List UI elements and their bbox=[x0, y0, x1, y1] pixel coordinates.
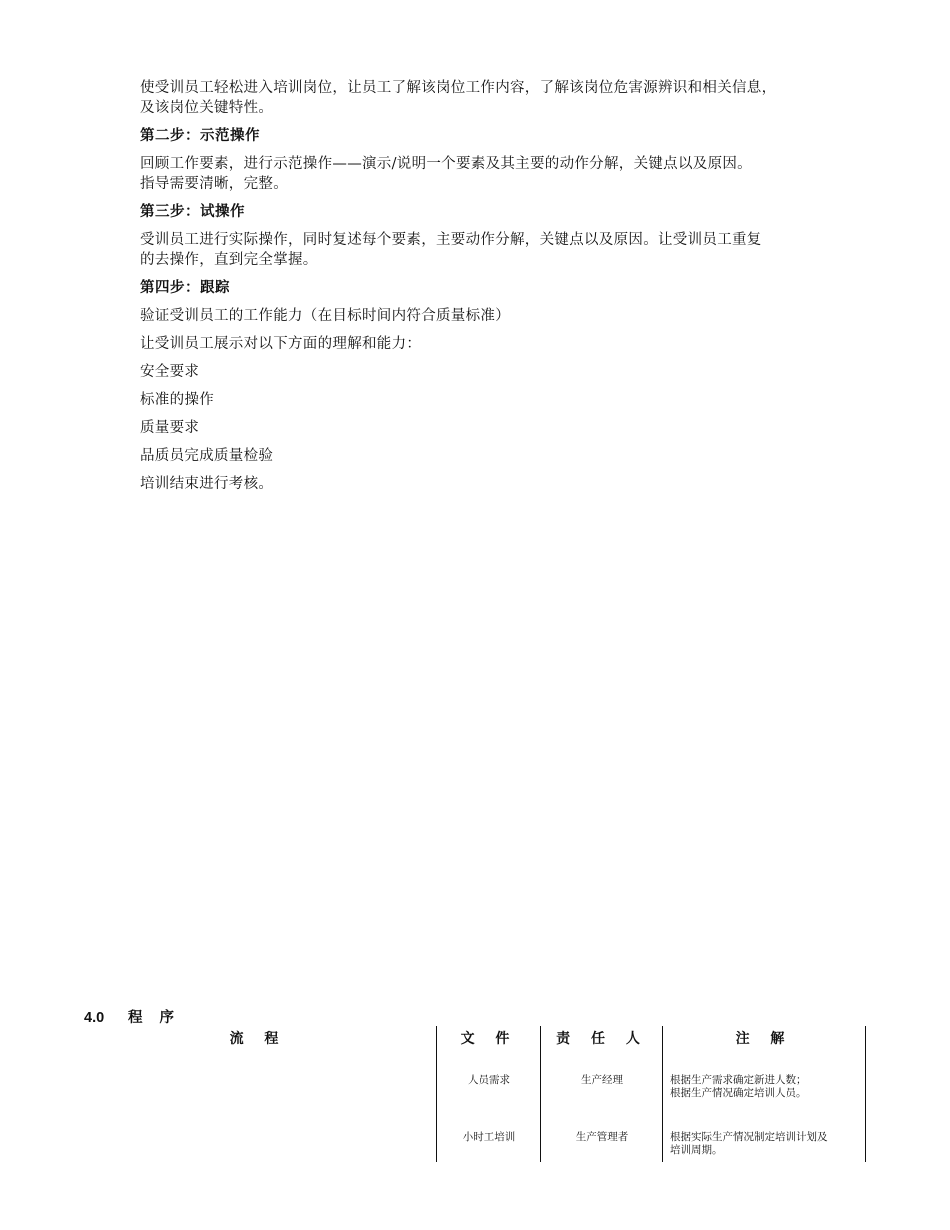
document-header: 文 件 bbox=[460, 1031, 518, 1047]
step-4-item: 安全要求 bbox=[140, 364, 200, 380]
step-4-item: 让受训员工展示对以下方面的理解和能力： bbox=[140, 336, 422, 352]
step-2-paragraph bbox=[140, 154, 870, 194]
note-cell bbox=[670, 1131, 863, 1157]
note-column bbox=[662, 1026, 866, 1162]
intro-line-1: 使受训员工轻松进入培训岗位，让员工了解该岗位工作内容，了解该岗位危害源辨识和相关信息， bbox=[140, 80, 777, 96]
note-line: 根据实际生产情况制定培训计划及 bbox=[670, 1131, 828, 1143]
document-cell: 小时工培训 bbox=[462, 1131, 516, 1143]
note-line: 根据生产需求确定新进人数； bbox=[670, 1074, 807, 1086]
section-number: 4.0 bbox=[84, 1010, 105, 1026]
note-cell bbox=[670, 1074, 863, 1100]
document-column bbox=[436, 1026, 541, 1162]
step-3-heading: 第三步：试操作 bbox=[140, 203, 245, 220]
step-4-item: 培训结束进行考核。 bbox=[140, 476, 274, 492]
step-4-item: 品质员完成质量检验 bbox=[140, 448, 274, 464]
flow-column bbox=[140, 1026, 436, 1162]
step-4-item: 标准的操作 bbox=[140, 392, 214, 408]
owner-cell: 生产管理者 bbox=[575, 1131, 629, 1143]
section-heading bbox=[84, 1008, 180, 1028]
owner-header: 责 任 人 bbox=[556, 1031, 648, 1047]
step-4-heading: 第四步：跟踪 bbox=[140, 279, 230, 296]
flow-header: 流 程 bbox=[229, 1031, 287, 1047]
procedure-table bbox=[140, 1026, 866, 1162]
intro-line-2: 及该岗位关键特性。 bbox=[140, 100, 274, 116]
document-body bbox=[140, 78, 870, 502]
step-2-line-2: 指导需要清晰，完整。 bbox=[140, 176, 288, 192]
document-cell: 人员需求 bbox=[468, 1074, 510, 1086]
step-2-heading: 第二步：示范操作 bbox=[140, 127, 260, 144]
section-title: 程 序 bbox=[128, 1009, 181, 1026]
note-line: 根据生产情况确定培训人员。 bbox=[670, 1087, 807, 1099]
owner-column bbox=[540, 1026, 663, 1162]
owner-cell: 生产经理 bbox=[581, 1074, 623, 1086]
step-4-item: 验证受训员工的工作能力（在目标时间内符合质量标准） bbox=[140, 308, 510, 324]
intro-paragraph bbox=[140, 78, 870, 118]
step-3-paragraph bbox=[140, 230, 870, 270]
step-3-line-1: 受训员工进行实际操作，同时复述每个要素，主要动作分解，关键点以及原因。让受训员工重复 bbox=[140, 232, 762, 248]
step-2-line-1: 回顾工作要素，进行示范操作——演示/说明一个要素及其主要的动作分解，关键点以及原因。 bbox=[140, 156, 752, 172]
note-header: 注 解 bbox=[735, 1031, 793, 1047]
step-3-line-2: 的去操作，直到完全掌握。 bbox=[140, 252, 318, 268]
step-4-item: 质量要求 bbox=[140, 420, 200, 436]
note-line: 培训周期。 bbox=[670, 1144, 723, 1156]
